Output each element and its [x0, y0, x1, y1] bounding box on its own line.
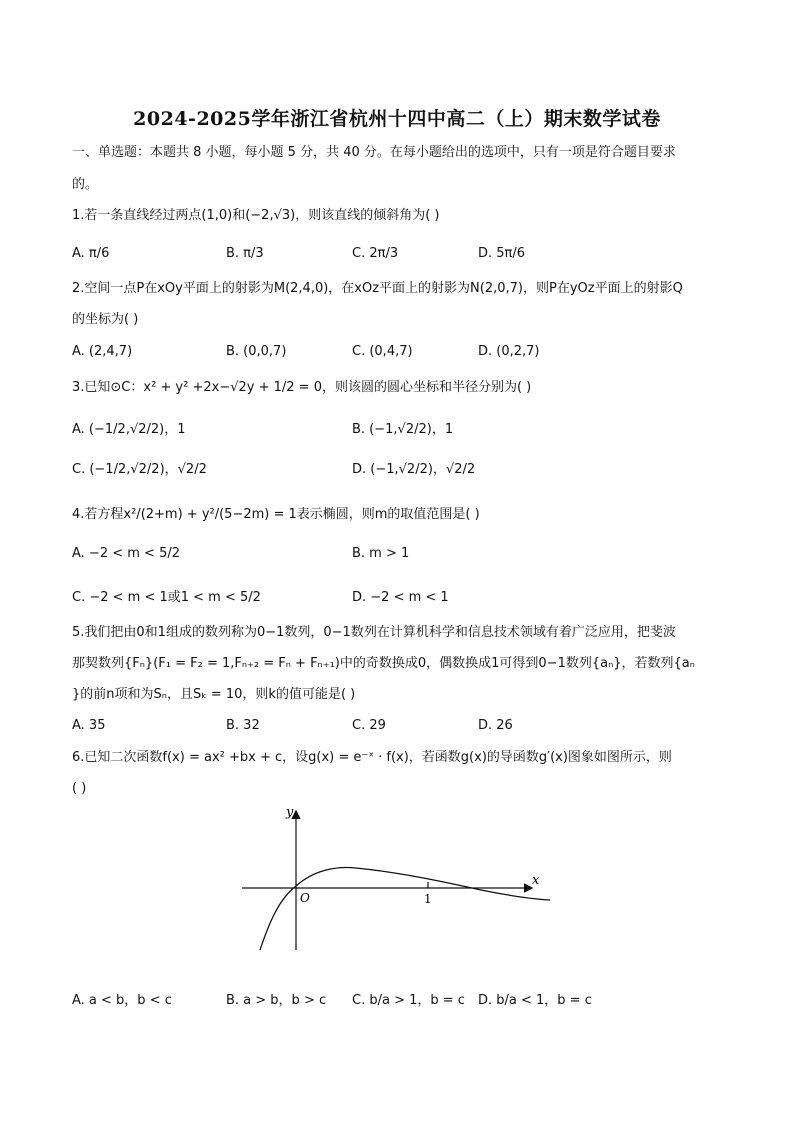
question-6-stem-line1: 6.已知二次函数f(x) = ax² +bx + c，设g(x) = e⁻ˣ · f(x)，若函数g(x)的导函数g′(x)图象如图所示，则 [72, 750, 672, 765]
question-3-option-a: A. (−1/2,√2/2)，1 [72, 422, 186, 437]
tick-label-1: 1 [424, 892, 432, 906]
question-4-option-c: C. −2 < m < 1或1 < m < 5/2 [72, 590, 261, 605]
section-heading-line1: 一、单选题：本题共 8 小题，每小题 5 分，共 40 分。在每小题给出的选项中，只有一项是符合题目要求 [72, 145, 676, 160]
question-6-option-d: D. b/a < 1，b = c [478, 993, 592, 1008]
question-1-option-a: A. π/6 [72, 246, 110, 261]
question-2-option-a: A. (2,4,7) [72, 344, 133, 359]
question-3-option-b: B. (−1,√2/2)，1 [352, 422, 454, 437]
question-5-option-a: A. 35 [72, 718, 106, 733]
question-3-stem: 3.已知⊙C：x² + y² +2x−√2y + 1/2 = 0，则该圆的圆心坐标和半径分别为( ) [72, 380, 532, 395]
question-5-option-d: D. 26 [478, 718, 513, 733]
question-5-stem-line2: 那契数列{Fₙ}(F₁ = F₂ = 1,Fₙ₊₂ = Fₙ + Fₙ₊₁)中的奇数换成0，偶数换成1可得到0−1数列{aₙ}，若数列{aₙ [72, 656, 695, 671]
x-axis-label: x [532, 873, 540, 888]
section-heading-line2: 的。 [72, 177, 99, 192]
derivative-curve [260, 868, 550, 950]
question-1-option-d: D. 5π/6 [478, 246, 526, 261]
question-4-option-b: B. m > 1 [352, 546, 410, 561]
question-4-stem: 4.若方程x²/(2+m) + y²/(5−2m) = 1表示椭圆，则m的取值范围是( ) [72, 507, 480, 522]
y-axis-label: y [286, 805, 294, 820]
question-2-stem-line2: 的坐标为( ) [72, 312, 139, 327]
page-title: 2024-2025学年浙江省杭州十四中高二（上）期末数学试卷 [133, 108, 661, 130]
question-6-option-a: A. a < b，b < c [72, 993, 172, 1008]
question-1-stem: 1.若一条直线经过两点(1,0)和(−2,√3)，则该直线的倾斜角为( ) [72, 208, 440, 223]
question-3-option-d: D. (−1,√2/2)，√2/2 [352, 462, 476, 477]
question-1-option-c: C. 2π/3 [352, 246, 399, 261]
question-4-option-a: A. −2 < m < 5/2 [72, 546, 180, 561]
question-1-option-b: B. π/3 [226, 246, 264, 261]
question-2-stem-line1: 2.空间一点P在xOy平面上的射影为M(2,4,0)，在xOz平面上的射影为N(2,0,7)，则P在yOz平面上的射影Q [72, 281, 683, 296]
question-2-option-c: C. (0,4,7) [352, 344, 413, 359]
question-4-option-d: D. −2 < m < 1 [352, 590, 449, 605]
question-2-option-b: B. (0,0,7) [226, 344, 287, 359]
question-2-option-d: D. (0,2,7) [478, 344, 540, 359]
question-5-stem-line3: }的前n项和为Sₙ，且Sₖ = 10，则k的值可能是( ) [72, 687, 356, 702]
question-6-option-b: B. a > b，b > c [226, 993, 327, 1008]
question-6-stem-line2: ( ) [72, 781, 87, 796]
question-5-option-b: B. 32 [226, 718, 260, 733]
question-6-option-c: C. b/a > 1，b = c [352, 993, 465, 1008]
origin-label: O [300, 891, 310, 905]
derivative-graph-figure [236, 798, 556, 958]
question-5-stem-line1: 5.我们把由0和1组成的数列称为0−1数列，0−1数列在计算机科学和信息技术领域有着广泛应用，把斐波 [72, 625, 676, 640]
question-3-option-c: C. (−1/2,√2/2)，√2/2 [72, 462, 207, 477]
question-5-option-c: C. 29 [352, 718, 386, 733]
